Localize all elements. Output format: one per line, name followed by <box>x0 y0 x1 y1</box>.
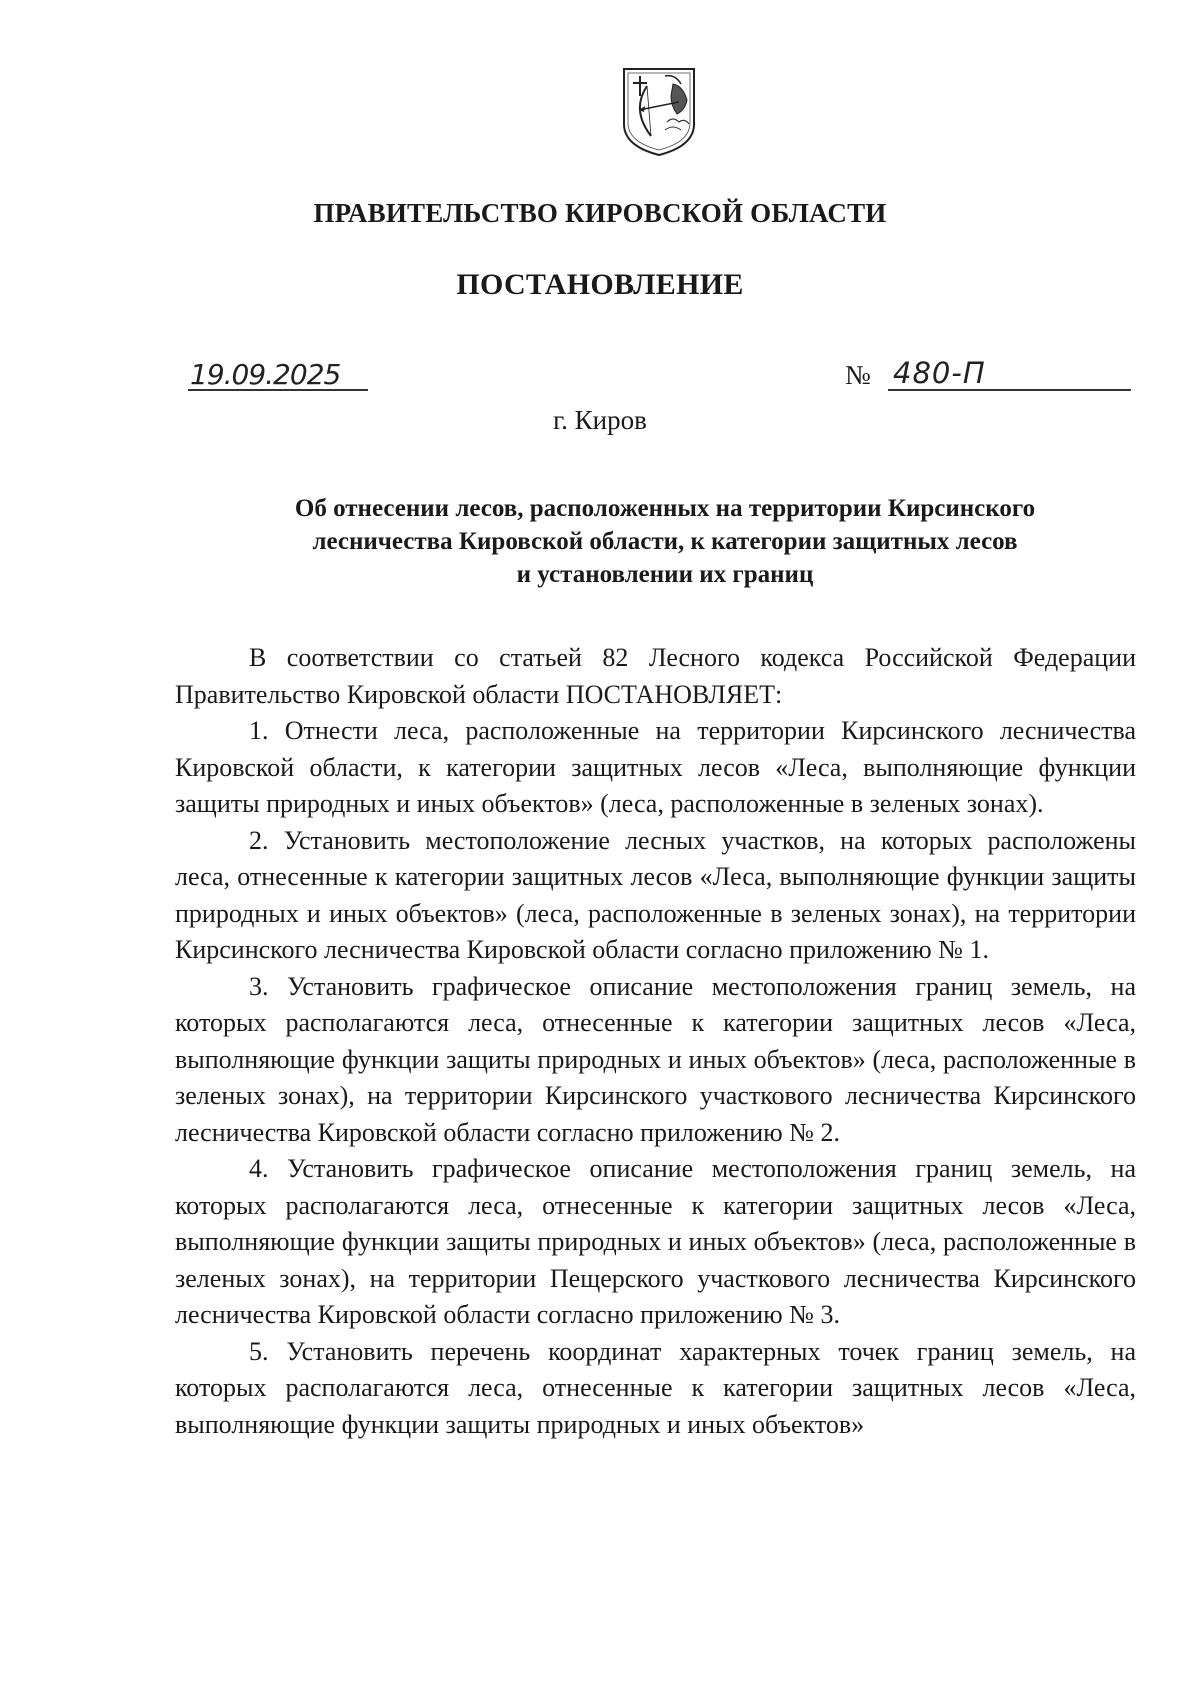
title-line: лесничества Кировской области, к категории защитных лесов <box>312 528 1018 555</box>
number-label: № <box>845 360 871 390</box>
document-type: ПОСТАНОВЛЕНИЕ <box>456 268 744 301</box>
government-name: ПРАВИТЕЛЬСТВО КИРОВСКОЙ ОБЛАСТИ <box>313 198 887 228</box>
title-line: и установлении их границ <box>516 561 814 588</box>
document-title <box>175 492 1155 591</box>
item-paragraph: 1. Отнести леса, расположенные на территории Кирсинского лесничества Кировской области, к категории защитных лесов «Леса, выполняющие функции защиты природных и иных объектов» (леса, расположенные в зеленых зонах). <box>175 716 1136 818</box>
document-date: 19.09.2025 <box>190 358 341 391</box>
number-underline <box>888 389 1131 391</box>
item-paragraph: 4. Установить графическое описание местоположения границ земель, на которых располагаются леса, отнесенные к категории защитных лесов «Леса, выполняющие функции защиты природных и иных объектов» (леса, расположенные в зеленых зонах), на территории Пещерского участкового лесничества Кирсинского лесничества Кировской области согласно приложению № 3. <box>175 1154 1136 1329</box>
item-paragraph: 3. Установить графическое описание местоположения границ земель, на которых располагаются леса, отнесенные к категории защитных лесов «Леса, выполняющие функции защиты природных и иных объектов» (леса, расположенные в зеленых зонах), на территории Кирсинского участкового лесничества Кирсинского лесничества Кировской области согласно приложению № 2. <box>175 971 1136 1147</box>
date-underline <box>188 389 368 391</box>
document-number: 480-П <box>893 356 986 390</box>
item-paragraph: 2. Установить местоположение лесных участков, на которых расположены леса, отнесенные к категории защитных лесов «Леса, выполняющие функции защиты природных и иных объектов» (леса, расположенные в зеленых зонах), на территории Кирсинского лесничества Кировской области согласно приложению № 1. <box>175 825 1136 964</box>
document-body <box>175 640 1136 1443</box>
item-paragraph: 5. Установить перечень координат характерных точек границ земель, на которых располагаются леса, отнесенные к категории защитных лесов «Леса, выполняющие функции защиты природных и иных объектов» <box>175 1336 1136 1439</box>
kirov-coat-of-arms-icon <box>621 66 697 158</box>
city: г. Киров <box>553 405 647 435</box>
preamble-paragraph: В соответствии со статьей 82 Лесного кодекса Российской Федерации Правительство Кировской области ПОСТАНОВЛЯЕТ: <box>175 643 1136 709</box>
title-line: Об отнесении лесов, расположенных на территории Кирсинского <box>294 495 1036 522</box>
